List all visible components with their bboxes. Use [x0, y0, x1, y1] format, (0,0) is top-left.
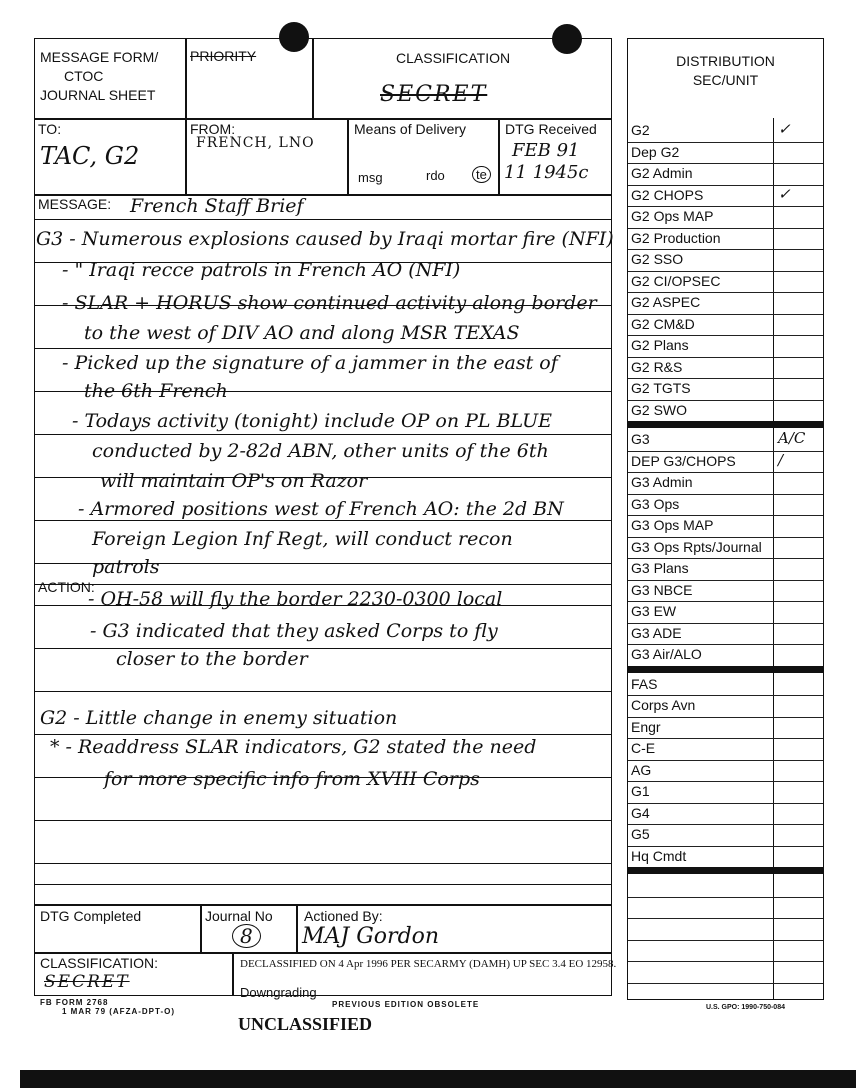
ruled-line: [34, 691, 612, 692]
distribution-row: [628, 335, 823, 358]
distribution-unit: G3 ADE: [631, 624, 682, 641]
distribution-row: [628, 846, 823, 869]
distribution-unit: G2 CHOPS: [631, 186, 704, 203]
distribution-unit: G2 R&S: [631, 358, 683, 375]
distribution-unit: G3 Air/ALO: [631, 646, 702, 662]
ruled-line: [34, 820, 612, 821]
distribution-row: [628, 357, 823, 380]
distribution-unit: G1: [631, 783, 650, 799]
distribution-row: [628, 249, 823, 272]
distribution-row-empty: [628, 918, 823, 941]
action-line: G2 - Little change in enemy situation: [40, 707, 398, 729]
distribution-row: [628, 142, 823, 165]
distribution-row-empty: [628, 897, 823, 920]
distribution-row: [628, 429, 823, 452]
action-label: ACTION:: [38, 579, 95, 595]
distribution-row: [628, 271, 823, 294]
message-line: will maintain OP's on Razor: [100, 470, 368, 492]
form-title: MESSAGE FORM/ CTOC JOURNAL SHEET: [40, 49, 159, 103]
distribution-unit: G2 CM&D: [631, 315, 695, 332]
distribution-unit: G4: [631, 804, 650, 821]
distribution-unit: G3 Admin: [631, 474, 693, 490]
bottom-classification-label: CLASSIFICATION:: [40, 955, 158, 971]
distribution-row-empty: [628, 961, 823, 984]
distribution-unit: G3 Ops Rpts/Journal: [631, 538, 762, 555]
journal-no-label: Journal No: [205, 908, 273, 924]
message-line: - " Iraqi recce patrols in French AO (NFI): [62, 259, 461, 281]
distribution-row: [628, 717, 823, 740]
distribution-row: [628, 163, 823, 186]
message-line: the 6th French: [84, 380, 228, 402]
message-line: conducted by 2-82d ABN, other units of the 6th: [92, 440, 549, 462]
from-label: FROM:: [190, 121, 236, 137]
bottom-scan-edge: [20, 1070, 856, 1088]
distribution-row: [628, 623, 823, 646]
distribution-row: [628, 515, 823, 538]
distribution-unit: C-E: [631, 740, 656, 756]
distribution-row: [628, 185, 823, 208]
distribution-unit: Hq Cmdt: [631, 847, 687, 864]
form-date: 1 MAR 79 (AFZA-DPT-O): [62, 1007, 175, 1016]
message-line: - Todays activity (tonight) include OP on PL BLUE: [72, 410, 552, 432]
to-label: TO:: [38, 121, 62, 137]
distribution-unit: G2 SSO: [631, 251, 684, 267]
means-option-msg: msg: [358, 170, 383, 185]
distribution-row: [628, 314, 823, 337]
distribution-row: [628, 824, 823, 847]
means-option-rdo: rdo: [426, 168, 445, 183]
distribution-row: [628, 601, 823, 624]
distribution-row: [628, 400, 823, 423]
distribution-unit: Dep G2: [631, 143, 680, 160]
distribution-separator: [628, 421, 823, 428]
declassified-stamp: DECLASSIFIED ON 4 Apr 1996 PER SECARMY (DAMH) UP SEC 3.4 EO 12958.: [240, 958, 617, 970]
distribution-row: [628, 472, 823, 495]
ruled-line: [34, 348, 612, 349]
message-line: - Picked up the signature of a jammer in the east of: [62, 352, 558, 374]
actioned-by-label: Actioned By:: [304, 908, 383, 924]
distribution-row: [628, 695, 823, 718]
means-option-te: te: [472, 166, 491, 183]
message-title: French Staff Brief: [130, 195, 304, 217]
distribution-unit: G5: [631, 826, 650, 842]
gpo-note: U.S. GPO: 1990-750-084: [706, 1004, 785, 1011]
distribution-unit: G3 Ops MAP: [631, 517, 714, 533]
form-number: FB FORM 2768: [40, 998, 109, 1007]
distribution-row: [628, 451, 823, 474]
distribution-unit: G2 Production: [631, 229, 721, 246]
ruled-line: [34, 734, 612, 735]
distribution-separator: [628, 867, 823, 874]
distribution-mark: ✓: [778, 120, 791, 138]
to-value: TAC, G2: [40, 142, 140, 170]
classification-value: SECRET: [380, 82, 488, 107]
action-line: - OH-58 will fly the border 2230-0300 local: [88, 588, 503, 610]
distribution-title: DISTRIBUTION SEC/UNIT: [676, 53, 775, 88]
distribution-row: [628, 760, 823, 783]
distribution-unit: G3: [631, 431, 650, 447]
message-line: Foreign Legion Inf Regt, will conduct recon: [92, 528, 513, 550]
ruled-line: [34, 584, 612, 585]
distribution-row: [628, 781, 823, 804]
distribution-row: [628, 644, 823, 667]
classification-label: CLASSIFICATION: [396, 50, 511, 66]
distribution-mark: /: [778, 450, 784, 469]
distribution-row: [628, 580, 823, 603]
previous-edition: PREVIOUS EDITION OBSOLETE: [332, 1000, 480, 1009]
priority-label: PRIORITY: [190, 48, 257, 64]
distribution-row: [628, 292, 823, 315]
message-line: - Armored positions west of French AO: the 2d BN: [78, 498, 564, 520]
dtg-received-line1: FEB 91: [512, 140, 580, 161]
distribution-row: [628, 803, 823, 826]
distribution-unit: FAS: [631, 675, 658, 692]
distribution-separator: [628, 666, 823, 673]
distribution-row: [628, 120, 823, 143]
unclassified-footer: UNCLASSIFIED: [238, 1014, 373, 1034]
distribution-unit: G2 Ops MAP: [631, 208, 714, 224]
distribution-row-empty: [628, 940, 823, 963]
distribution-unit: G2 ASPEC: [631, 294, 701, 310]
message-line: patrols: [92, 556, 160, 578]
distribution-row: [628, 206, 823, 229]
distribution-unit: AG: [631, 761, 652, 778]
message-label: MESSAGE:: [38, 196, 112, 212]
ruled-line: [34, 520, 612, 521]
distribution-row: [628, 378, 823, 401]
distribution-unit: Engr: [631, 718, 661, 735]
ruled-line: [34, 884, 612, 885]
downgrading-label: Downgrading: [240, 985, 317, 1000]
distribution-row: [628, 558, 823, 581]
means-of-delivery-label: Means of Delivery: [354, 121, 467, 137]
message-line: - SLAR + HORUS show continued activity along border: [62, 292, 597, 314]
action-line: - G3 indicated that they asked Corps to fly: [90, 620, 498, 642]
action-line: for more specific info from XVIII Corps: [104, 768, 480, 790]
ruled-line: [34, 219, 612, 220]
distribution-row-empty: [628, 875, 823, 898]
message-line: G3 - Numerous explosions caused by Iraqi mortar fire (NFI): [36, 228, 614, 250]
distribution-unit: G2 CI/OPSEC: [631, 272, 721, 289]
action-line: closer to the border: [116, 648, 308, 670]
dtg-completed-label: DTG Completed: [40, 908, 142, 924]
distribution-unit: G2 TGTS: [631, 380, 691, 396]
distribution-unit: G2 SWO: [631, 401, 688, 418]
dtg-received-line2: 11 1945c: [504, 162, 589, 183]
bottom-classification-value: SECRET: [44, 972, 130, 992]
distribution-mark: ✓: [778, 184, 791, 203]
distribution-unit: G2 Plans: [631, 337, 689, 353]
from-value: FRENCH, LNO: [196, 135, 315, 151]
journal-no-value: 8: [232, 924, 261, 948]
distribution-row: [628, 537, 823, 560]
ruled-line: [34, 434, 612, 435]
dtg-received-label: DTG Received: [505, 121, 597, 137]
action-line: * - Readdress SLAR indicators, G2 stated the need: [50, 736, 537, 758]
distribution-unit: G2: [631, 122, 650, 138]
distribution-unit: G3 NBCE: [631, 581, 693, 598]
distribution-unit: G3 Ops: [631, 495, 680, 512]
actioned-by-value: MAJ Gordon: [302, 924, 440, 949]
distribution-row: [628, 674, 823, 697]
distribution-unit: G3 Plans: [631, 560, 689, 576]
message-line: to the west of DIV AO and along MSR TEXAS: [84, 322, 520, 344]
distribution-mark: A/C: [778, 429, 806, 447]
distribution-unit: DEP G3/CHOPS: [631, 452, 736, 469]
distribution-row: [628, 494, 823, 517]
distribution-row: [628, 738, 823, 761]
distribution-row: [628, 228, 823, 251]
distribution-unit: G2 Admin: [631, 165, 693, 181]
distribution-unit: G3 EW: [631, 603, 677, 619]
distribution-unit: Corps Avn: [631, 697, 696, 713]
ruled-line: [34, 863, 612, 864]
